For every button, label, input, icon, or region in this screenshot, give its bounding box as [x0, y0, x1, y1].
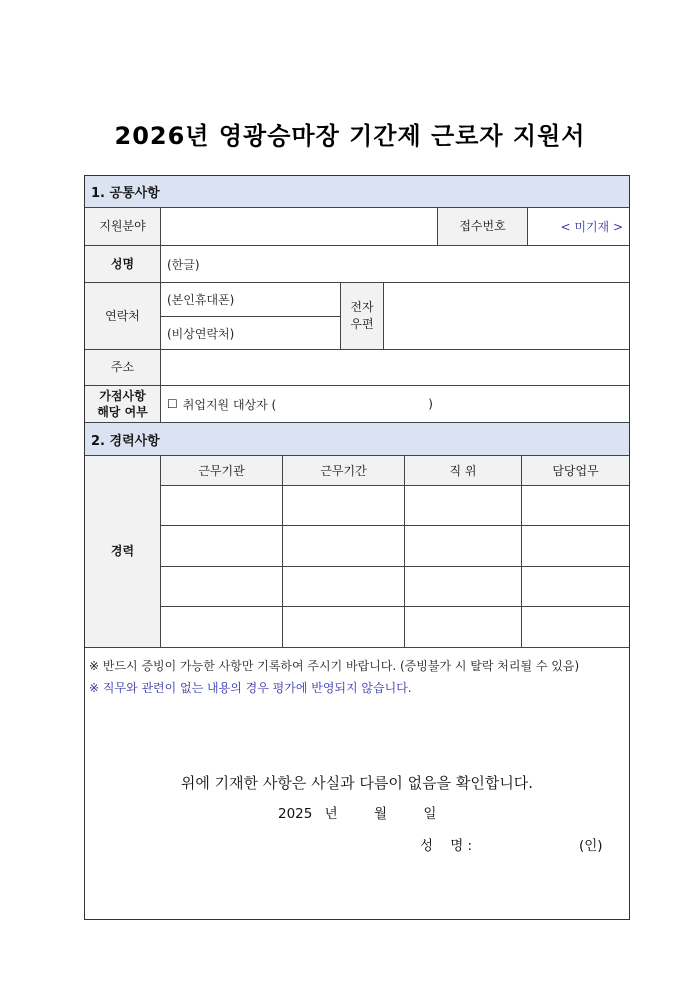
- column-header-period: 근무기간: [283, 456, 405, 486]
- date-day-unit: 일: [423, 806, 437, 822]
- employment-support-close: ): [428, 397, 433, 411]
- career-label: 경력: [85, 456, 161, 648]
- career-row-1-period[interactable]: [283, 486, 405, 526]
- bonus-points-label: [85, 386, 161, 423]
- contact-label: 연락처: [85, 283, 161, 350]
- date-month-unit: 월: [374, 806, 388, 822]
- column-header-organization: 근무기관: [161, 456, 283, 486]
- signature-label: 성 명 :: [420, 838, 473, 854]
- notes-area: [85, 648, 629, 919]
- career-row-3-position[interactable]: [405, 567, 522, 607]
- career-row-3-period[interactable]: [283, 567, 405, 607]
- bonus-label-line2: 해당 여부: [97, 405, 148, 419]
- employment-support-label: 취업지원 대상자 (: [182, 397, 277, 412]
- career-row-2-position[interactable]: [405, 526, 522, 567]
- field-area-label: 지원분야: [85, 208, 161, 246]
- name-label: 성명: [85, 246, 161, 283]
- date-line: [278, 802, 436, 822]
- date-year: 2025: [278, 806, 313, 822]
- email-input[interactable]: [384, 283, 629, 350]
- section-career-heading: 2. 경력사항: [85, 423, 629, 456]
- seal-mark: (인): [579, 838, 603, 854]
- career-row-1-position[interactable]: [405, 486, 522, 526]
- address-label: 주소: [85, 350, 161, 386]
- note-evidence: ※ 반드시 증빙이 가능한 사항만 기록하여 주시기 바랍니다. (증빙불가 시 탈락 처리될 수 있음): [89, 659, 580, 673]
- note-relevance: ※ 직무와 관련이 없는 내용의 경우 평가에 반영되지 않습니다.: [89, 681, 412, 695]
- career-row-1-duties[interactable]: [522, 486, 629, 526]
- email-label-line2: 우편: [350, 317, 374, 331]
- career-row-4-position[interactable]: [405, 607, 522, 648]
- date-year-unit: 년: [324, 806, 338, 822]
- mobile-input[interactable]: (본인휴대폰): [161, 283, 341, 317]
- emergency-contact-input[interactable]: (비상연락처): [161, 317, 341, 350]
- career-row-2-period[interactable]: [283, 526, 405, 567]
- email-label-line1: 전자: [350, 300, 374, 314]
- email-label: [341, 283, 384, 350]
- receipt-no-value: < 미기재 >: [528, 208, 629, 246]
- name-input[interactable]: (한글): [161, 246, 629, 283]
- bonus-label-line1: 가점사항: [99, 389, 146, 403]
- career-row-3-organization[interactable]: [161, 567, 283, 607]
- career-row-2-duties[interactable]: [522, 526, 629, 567]
- column-header-duties: 담당업무: [522, 456, 629, 486]
- career-row-3-duties[interactable]: [522, 567, 629, 607]
- career-row-4-organization[interactable]: [161, 607, 283, 648]
- employment-support-checkbox[interactable]: ☐: [167, 397, 178, 411]
- application-form: [84, 175, 630, 920]
- career-row-2-organization[interactable]: [161, 526, 283, 567]
- career-row-4-duties[interactable]: [522, 607, 629, 648]
- document-title: 2026년 영광승마장 기간제 근로자 지원서: [114, 122, 586, 150]
- receipt-no-label: 접수번호: [438, 208, 528, 246]
- field-area-input[interactable]: [161, 208, 438, 246]
- bonus-points-field: [161, 386, 629, 423]
- career-row-1-organization[interactable]: [161, 486, 283, 526]
- confirmation-statement: 위에 기재한 사항은 사실과 다름이 없음을 확인합니다.: [180, 774, 534, 792]
- career-row-4-period[interactable]: [283, 607, 405, 648]
- section-common-heading: 1. 공통사항: [85, 176, 629, 208]
- column-header-position: 직 위: [405, 456, 522, 486]
- address-input[interactable]: [161, 350, 629, 386]
